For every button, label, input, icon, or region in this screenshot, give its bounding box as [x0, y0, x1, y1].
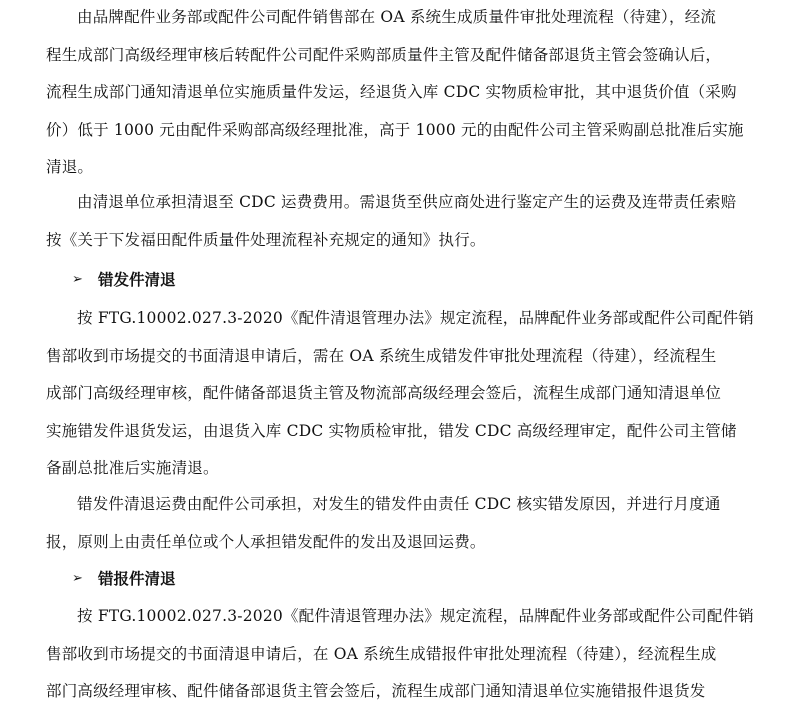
text-line: 备副总批准后实施清退。 — [46, 459, 219, 478]
text-line: 售部收到市场提交的书面清退申请后，在 OA 系统生成错报件审批处理流程（待建），经流程生成 — [46, 644, 717, 663]
text-line: 流程生成部门通知清退单位实施质量件发运，经退货入库 CDC 实物质检审批，其中退货价值（采购 — [46, 83, 737, 102]
paragraph-freight-cost — [46, 184, 746, 259]
text-line: 售部收到市场提交的书面清退申请后，需在 OA 系统生成错发件审批处理流程（待建），经流程生 — [46, 346, 717, 365]
arrow-bullet-icon: ➢ — [72, 272, 83, 287]
text-line: 按 FTG.10002.027.3-2020《配件清退管理办法》规定流程，品牌配件业务部或配件公司配件销 — [77, 309, 754, 327]
paragraph-wrong-shipment-freight — [46, 486, 746, 561]
section-heading-label: 错发件清退 — [98, 271, 176, 289]
paragraph-wrong-shipment-process — [46, 300, 754, 488]
paragraph-wrong-report-process — [46, 598, 754, 711]
text-line: 程生成部门高级经理审核后转配件公司配件采购部质量件主管及配件储备部退货主管会签确认后， — [46, 45, 722, 64]
text-line: 价）低于 1000 元由配件采购部高级经理批准，高于 1000 元的由配件公司主管采购副总批准后实施 — [46, 120, 744, 139]
text-line: 部门高级经理审核、配件储备部退货主管会签后，流程生成部门通知清退单位实施错报件退货发 — [46, 682, 706, 701]
section-heading-wrong-report — [72, 567, 176, 591]
text-line: 成部门高级经理审核，配件储备部退货主管及物流部高级经理会签后，流程生成部门通知清退单位 — [46, 384, 722, 403]
text-line: 实施错发件退货发运，由退货入库 CDC 实物质检审批，错发 CDC 高级经理审定，配件公司主管储 — [46, 421, 737, 440]
text-line: 由品牌配件业务部或配件公司配件销售部在 OA 系统生成质量件审批处理流程（待建），经流 — [77, 8, 717, 26]
section-heading-wrong-shipment — [72, 268, 176, 292]
text-line: 由清退单位承担清退至 CDC 运费费用。需退货至供应商处进行鉴定产生的运费及连带责任索赔 — [77, 193, 737, 211]
arrow-bullet-icon: ➢ — [72, 571, 83, 586]
text-line: 清退。 — [46, 158, 94, 177]
text-line: 报，原则上由责任单位或个人承担错发配件的发出及退回运费。 — [46, 532, 486, 551]
text-line: 按 FTG.10002.027.3-2020《配件清退管理办法》规定流程，品牌配件业务部或配件公司配件销 — [77, 607, 754, 625]
text-line: 错发件清退运费由配件公司承担，对发生的错发件由责任 CDC 核实错发原因，并进行月度通 — [77, 495, 721, 513]
text-line: 按《关于下发福田配件质量件处理流程补充规定的通知》执行。 — [46, 230, 486, 249]
paragraph-quality-parts — [46, 0, 746, 187]
section-heading-label: 错报件清退 — [98, 570, 176, 588]
